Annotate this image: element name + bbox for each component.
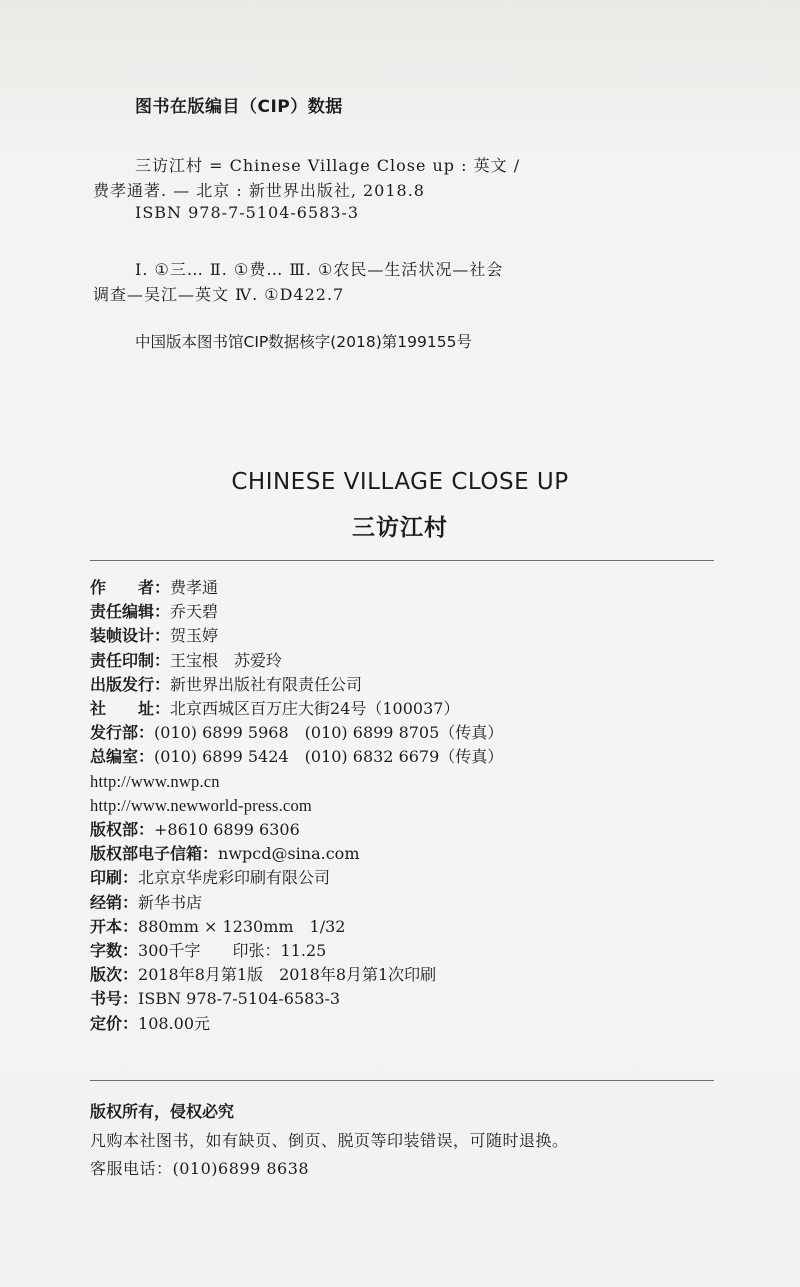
info-value: (010) 6899 5968 (010) 6899 8705（传真）	[154, 723, 504, 743]
info-value: ISBN 978-7-5104-6583-3	[138, 989, 341, 1009]
info-row	[90, 674, 362, 696]
info-row	[90, 988, 340, 1010]
cip-line-title: 三访江村 = Chinese Village Close up : 英文 /	[135, 156, 521, 175]
info-label: 责任印制：	[90, 650, 171, 670]
info-value: 880mm × 1230mm 1/32	[138, 916, 346, 936]
info-label: 经销：	[90, 892, 139, 912]
info-row	[90, 601, 218, 623]
cip-line-isbn: ISBN 978-7-5104-6583-3	[135, 203, 360, 222]
info-value: nwpcd@sina.com	[218, 844, 360, 864]
return-notice: 凡购本社图书，如有缺页、倒页、脱页等印装错误，可随时退换。	[90, 1131, 569, 1150]
info-value: 新世界出版社有限责任公司	[170, 674, 363, 694]
info-label: 版权部电子信箱：	[90, 844, 219, 864]
info-row	[90, 843, 359, 865]
info-label: 社 址：	[90, 699, 171, 718]
info-url: http://www.nwp.cn	[90, 771, 220, 791]
cip-line-record-number: 中国版本图书馆CIP数据核字(2018)第199155号	[135, 333, 472, 351]
info-value: 新华书店	[138, 892, 203, 912]
info-row	[90, 698, 459, 720]
info-row	[90, 746, 503, 768]
info-value: +8610 6899 6306	[154, 820, 300, 839]
info-value: 300千字 印张：11.25	[138, 941, 327, 960]
info-label: 书号：	[90, 989, 139, 1009]
info-row	[90, 867, 330, 889]
info-label: 定价：	[90, 1013, 139, 1033]
info-value: 乔天碧	[170, 602, 219, 622]
info-value: 王宝根 苏爱玲	[170, 650, 283, 670]
cip-line-author: 费孝通著. — 北京 : 新世界出版社, 2018.8	[93, 181, 425, 200]
info-value: 北京京华虎彩印刷有限公司	[138, 868, 331, 888]
cip-line-classification: Ⅰ. ①三… Ⅱ. ①费… Ⅲ. ①农民—生活状况—社会	[135, 260, 504, 279]
info-url: http://www.newworld-press.com	[90, 795, 312, 815]
info-label: 出版发行：	[90, 674, 171, 694]
info-label: 印刷：	[90, 868, 139, 888]
service-phone: 客服电话：(010)6899 8638	[90, 1159, 310, 1178]
book-title-english: CHINESE VILLAGE CLOSE UP	[231, 469, 569, 495]
info-row	[90, 940, 326, 962]
info-row	[90, 1013, 210, 1035]
info-value: 贺玉婷	[170, 626, 219, 646]
rights-notice: 版权所有，侵权必究	[90, 1102, 235, 1121]
book-title-chinese: 三访江村	[352, 515, 448, 541]
divider-top	[90, 560, 714, 561]
info-value: 北京西城区百万庄大街24号（100037）	[170, 699, 460, 718]
info-label: 总编室：	[90, 747, 155, 767]
info-value: 2018年8月第1版 2018年8月第1次印刷	[138, 965, 437, 985]
info-value: 108.00元	[138, 1013, 211, 1033]
info-row	[90, 795, 312, 817]
info-label: 责任编辑：	[90, 602, 171, 622]
info-label: 开本：	[90, 916, 139, 936]
info-row	[90, 916, 345, 938]
info-label: 作 者：	[90, 578, 171, 597]
info-row	[90, 625, 218, 647]
divider-bottom	[90, 1080, 714, 1081]
info-value: 费孝通	[170, 578, 219, 597]
cip-line-classification-cont: 调查—吴江—英文 Ⅳ. ①D422.7	[93, 285, 345, 304]
info-row	[90, 964, 436, 986]
info-row	[90, 771, 220, 793]
info-label: 字数：	[90, 941, 139, 960]
info-label: 装帧设计：	[90, 626, 171, 646]
info-label: 版权部：	[90, 820, 155, 839]
info-row	[90, 577, 218, 599]
info-value: (010) 6899 5424 (010) 6832 6679（传真）	[154, 747, 504, 767]
info-row	[90, 722, 503, 744]
info-row	[90, 650, 282, 672]
info-label: 发行部：	[90, 723, 155, 743]
info-row	[90, 819, 300, 841]
info-label: 版次：	[90, 965, 139, 985]
info-row	[90, 892, 202, 914]
cip-heading: 图书在版编目（CIP）数据	[135, 97, 343, 117]
